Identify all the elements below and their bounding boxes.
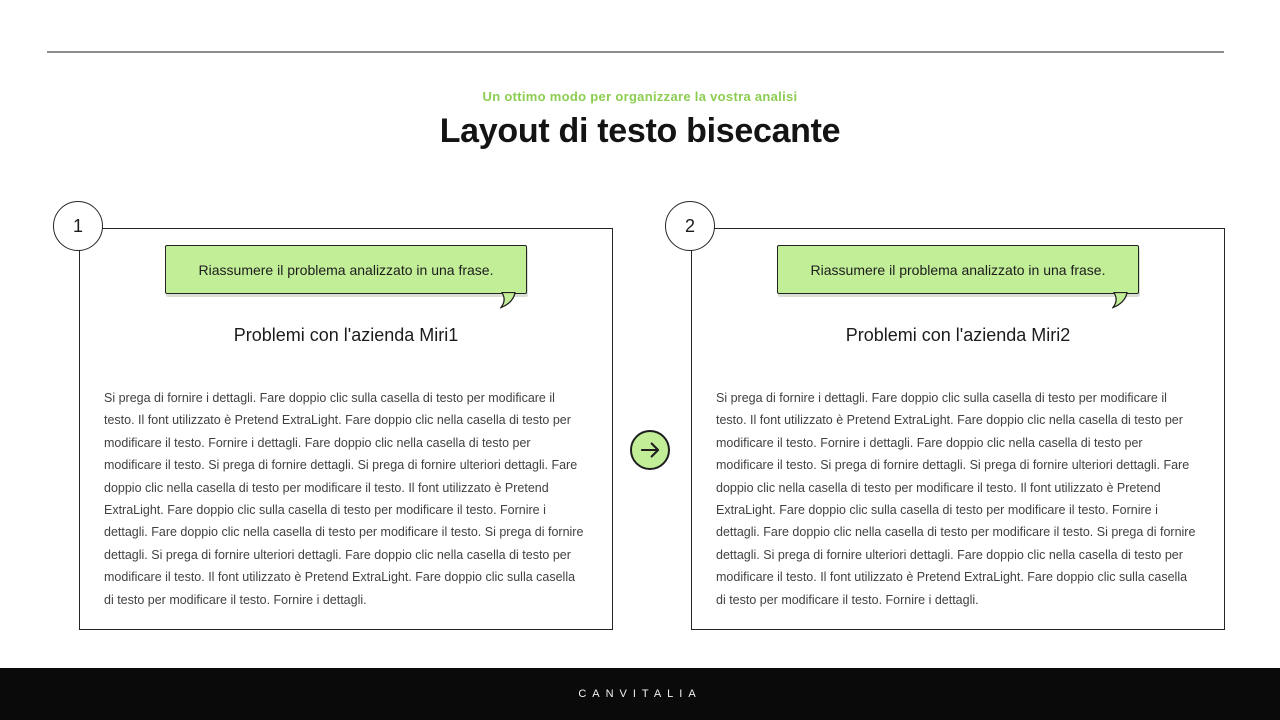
card-heading-2[interactable]: Problemi con l'azienda Miri2 [845, 325, 1071, 345]
analysis-card-2 [684, 215, 1225, 630]
slide-subtitle[interactable]: Un ottimo modo per organizzare la vostra analisi [482, 89, 798, 104]
speech-bubble-tail-icon [500, 292, 518, 309]
summary-bubble-label: Riassumere il problema analizzato in una frase. [198, 261, 494, 278]
footer-brand-text: CANVITALIA [578, 688, 702, 700]
card-heading-1[interactable]: Problemi con l'azienda Miri1 [233, 325, 459, 345]
analysis-card-1 [72, 215, 613, 630]
step-number-badge-1 [53, 201, 103, 251]
slide-title[interactable]: Layout di testo bisecante [439, 112, 841, 150]
speech-bubble-tail-icon [1112, 292, 1130, 309]
arrow-right-icon [637, 437, 663, 463]
step-number-label: 2 [684, 215, 695, 236]
summary-bubble-1[interactable] [165, 245, 527, 294]
summary-bubble-label: Riassumere il problema analizzato in una frase. [810, 261, 1106, 278]
card-body-text-1[interactable]: Si prega di fornire i dettagli. Fare doppio clic sulla casella di testo per modificare il testo. Il font utilizzato è Pretend ExtraLight. Fare doppio clic nella casella di testo per modificare il testo. Fornire i dettagli. Fare doppio clic nella casella di testo per modificare il testo. Si prega di fornire dettagli. Si prega di fornire ulteriori dettagli. Fare doppio clic nella casella di testo per modificare il testo. Il font utilizzato è Pretend ExtraLight. Fare doppio clic sulla casella di testo per modificare il testo. Fornire i dettagli. Fare doppio clic nella casella di testo per modificare il testo. Si prega di fornire dettagli. Si prega di fornire ulteriori dettagli. Fare doppio clic nella casella di testo per modificare il testo. Il font utilizzato è Pretend ExtraLight. Fare doppio clic sulla casella di testo per modificare il testo. Fornire i dettagli. [104, 391, 584, 607]
connector-circle [630, 430, 670, 470]
header-divider-line [47, 51, 1224, 53]
step-number-label: 1 [72, 215, 83, 236]
footer-bar [0, 668, 1280, 720]
card-body-text-2[interactable]: Si prega di fornire i dettagli. Fare doppio clic sulla casella di testo per modificare il testo. Il font utilizzato è Pretend ExtraLight. Fare doppio clic nella casella di testo per modificare il testo. Fornire i dettagli. Fare doppio clic nella casella di testo per modificare il testo. Si prega di fornire dettagli. Si prega di fornire ulteriori dettagli. Fare doppio clic nella casella di testo per modificare il testo. Il font utilizzato è Pretend ExtraLight. Fare doppio clic sulla casella di testo per modificare il testo. Fornire i dettagli. Fare doppio clic nella casella di testo per modificare il testo. Si prega di fornire dettagli. Si prega di fornire ulteriori dettagli. Fare doppio clic nella casella di testo per modificare il testo. Il font utilizzato è Pretend ExtraLight. Fare doppio clic sulla casella di testo per modificare il testo. Fornire i dettagli. [716, 391, 1196, 607]
summary-bubble-2[interactable] [777, 245, 1139, 294]
step-number-badge-2 [665, 201, 715, 251]
